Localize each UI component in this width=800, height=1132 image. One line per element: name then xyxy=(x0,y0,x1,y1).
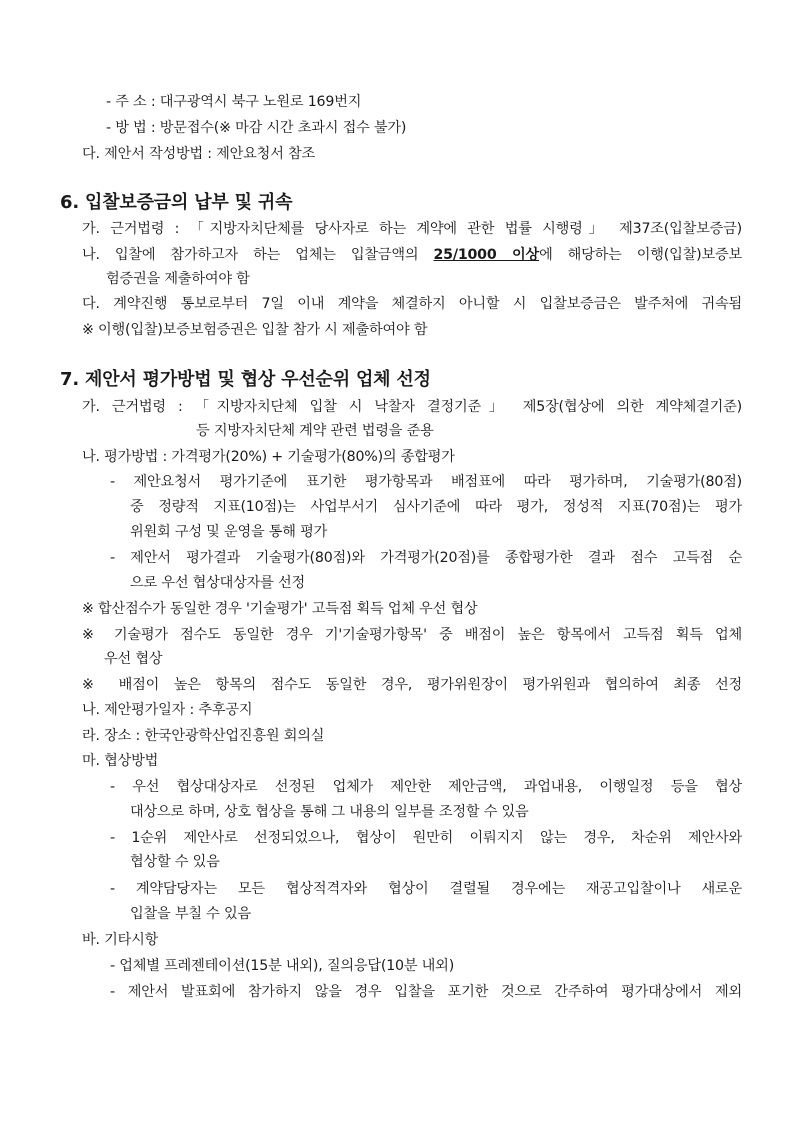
method-line: - 방 법 : 방문접수(※ 마감 시간 초과시 접수 불가) xyxy=(106,120,407,136)
section-7-title: 7. 제안서 평가방법 및 협상 우선순위 업체 선정 xyxy=(60,369,431,390)
section-6-na xyxy=(82,245,742,265)
section-7-ma-bullet2-l1: - 1순위 제안사로 선정되었으나, 협상이 원만히 이뤄지지 않는 경우, 차순위 제안사와 xyxy=(110,830,742,846)
proposal-writing-line: 다. 제안서 작성방법 : 제안요청서 참조 xyxy=(82,146,316,162)
section-6-ga: 가. 근거법령 : 「지방자치단체를 당사자로 하는 계약에 관한 법률 시행령」 제37조(입찰보증금) xyxy=(82,221,742,237)
section-7-na-bullet2-l1: - 제안서 평가결과 기술평가(80점)와 가격평가(20점)를 종합평가한 결과 점수 고득점 순 xyxy=(110,550,742,566)
section-6-na-part1: 나. 입찰에 참가하고자 하는 업체는 입찰금액의 xyxy=(82,247,434,263)
section-7-na-bullet1-l2: 중 정량적 지표(10점)는 사업부서기 심사기준에 따라 평가, 정성적 지표(70점)는 평가 xyxy=(130,499,742,515)
section-7-ga: 가. 근거법령 : 「지방자치단체 입찰 시 낙찰자 결정기준」 제5장(협상에 의한 계약체결기준) xyxy=(82,399,742,415)
section-7-na: 나. 평가방법 : 가격평가(20%) + 기술평가(80%)의 종합평가 xyxy=(82,449,455,465)
section-6-na-highlight: 25/1000 이상 xyxy=(433,247,540,263)
section-7-note2-l1: ※ 기술평가 점수도 동일한 경우 기'기술평가항목' 중 배점이 높은 항목에서 고득점 획득 업체 xyxy=(82,627,742,643)
section-7-evaluation-date: 나. 제안평가일자 : 추후공지 xyxy=(82,702,253,718)
section-7-note1: ※ 합산점수가 동일한 경우 '기술평가' 고득점 획득 업체 우선 협상 xyxy=(82,601,478,617)
section-7-ma-bullet3-l2: 입찰을 부칠 수 있음 xyxy=(130,906,251,922)
section-6-note: ※ 이행(입찰)보증보험증권은 입찰 참가 시 제출하여야 함 xyxy=(82,322,428,338)
section-7-na-bullet1-l3: 위원회 구성 및 운영을 통해 평가 xyxy=(130,524,328,540)
section-7-ma-bullet1-l1: - 우선 협상대상자로 선정된 업체가 제안한 제안금액, 과업내용, 이행일정 등을 협상 xyxy=(110,779,742,795)
section-7-ma-bullet1-l2: 대상으로 하며, 상호 협상을 통해 그 내용의 일부를 조정할 수 있음 xyxy=(130,804,529,820)
section-7-note2-l2: 우선 협상 xyxy=(104,651,163,667)
section-7-na-bullet1-l1: - 제안요청서 평가기준에 표기한 평가항목과 배점표에 따라 평가하며, 기술평가(80점) xyxy=(110,474,742,490)
section-7-note3: ※ 배점이 높은 항목의 점수도 동일한 경우, 평가위원장이 평가위원과 협의하여 최종 선정 xyxy=(82,677,742,693)
section-6-na-part3: 에 해당하는 이행(입찰)보증보 xyxy=(539,247,742,263)
section-7-ba-bullet2: - 제안서 발표회에 참가하지 않을 경우 입찰을 포기한 것으로 간주하여 평가대상에서 제외 xyxy=(110,984,742,1000)
section-7-negotiation-heading: 마. 협상방법 xyxy=(82,753,159,769)
section-7-ma-bullet2-l2: 협상할 수 있음 xyxy=(130,854,220,870)
section-6-title: 6. 입찰보증금의 납부 및 귀속 xyxy=(60,192,293,213)
section-6-na-cont: 험증권을 제출하여야 함 xyxy=(106,271,250,287)
section-7-ma-bullet3-l1: - 계약담당자는 모든 협상적격자와 협상이 결렬될 경우에는 재공고입찰이나 새로운 xyxy=(110,881,742,897)
section-7-other-heading: 바. 기타시항 xyxy=(82,932,159,948)
section-7-location: 라. 장소 : 한국안광학산업진흥원 회의실 xyxy=(82,728,325,744)
section-6-da: 다. 계약진행 통보로부터 7일 이내 계약을 체결하지 아니할 시 입찰보증금은 발주처에 귀속됨 xyxy=(82,296,742,312)
section-7-ba-bullet1: - 업체별 프레젠테이션(15분 내외), 질의응답(10분 내외) xyxy=(110,958,455,974)
section-7-na-bullet2-l2: 으로 우선 협상대상자를 선정 xyxy=(130,575,305,591)
section-7-ga-cont: 등 지방자치단체 계약 관련 법령을 준용 xyxy=(196,423,434,439)
address-line: - 주 소 : 대구광역시 북구 노원로 169번지 xyxy=(106,94,362,110)
